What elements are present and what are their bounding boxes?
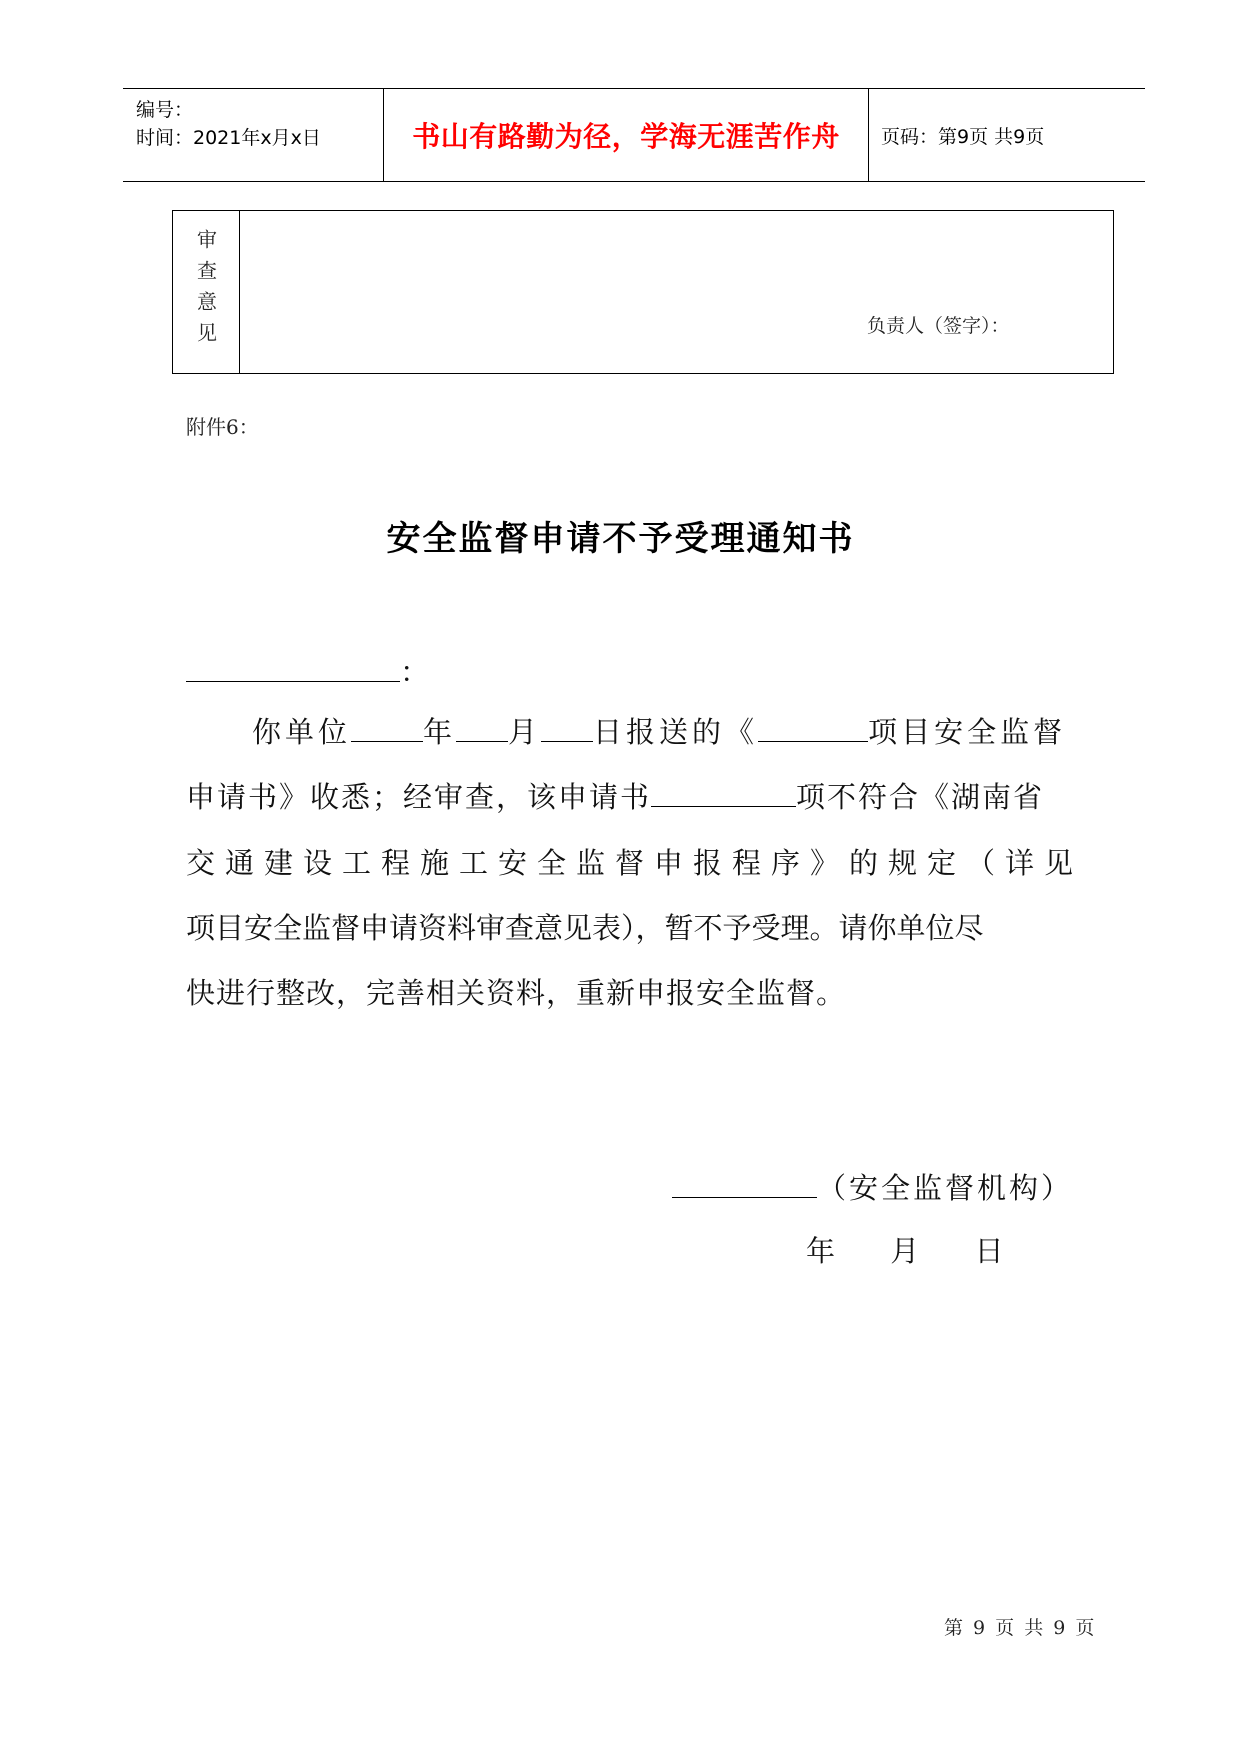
text-year: 年: [423, 715, 457, 749]
text-your-unit: 你单位: [252, 715, 352, 749]
date-line: 时间：2021年x月x日: [136, 127, 321, 149]
org-name-blank: [672, 1167, 817, 1198]
project-name-blank: [758, 711, 868, 742]
review-label: 审查意见: [193, 229, 218, 353]
text-project-supervision: 项目安全监督: [868, 715, 1067, 749]
paragraph-line-1: [252, 710, 1066, 751]
org-label: （安全监督机构）: [817, 1171, 1074, 1205]
header-meta-cell: [123, 89, 384, 181]
text-month: 月: [508, 715, 542, 749]
paragraph-line-4: 项目安全监督申请资料审查意见表），暂不予受理。请你单位尽: [186, 911, 984, 945]
motto-text: 书山有路勤为径，学海无涯苦作舟: [412, 120, 840, 153]
header-motto-cell: [384, 89, 869, 181]
review-opinion-box: [172, 210, 1114, 374]
year-blank: [351, 711, 423, 742]
paragraph-line-2: [186, 775, 1044, 816]
date-fields: 年 月 日: [806, 1234, 1004, 1268]
serial-label: 编号：: [136, 99, 194, 121]
review-label-cell: [173, 211, 240, 373]
text-day-submitted: 日报送的《: [593, 715, 759, 749]
paragraph-line-3: 交通建设工程施工安全监督申报程序》的规定（详见: [186, 846, 1084, 880]
items-count-blank: [651, 776, 796, 807]
addressee-blank: [186, 651, 400, 682]
text-not-conforming: 项不符合《湖南省: [796, 780, 1045, 814]
page-header: [123, 88, 1145, 182]
text-application-received: 申请书》收悉；经审查，该申请书: [186, 780, 652, 814]
page-footer: 第 9 页 共 9 页: [944, 1617, 1095, 1639]
addressee-line: [186, 650, 429, 691]
addressee-colon: ：: [400, 655, 430, 689]
paragraph-line-5: 快进行整改，完善相关资料，重新申报安全监督。: [186, 976, 847, 1010]
header-page-info: 页码：第9页 共9页: [881, 125, 1045, 148]
document-title: 安全监督申请不予受理通知书: [386, 519, 855, 559]
attachment-label: 附件6：: [186, 415, 259, 439]
month-blank: [456, 711, 508, 742]
org-line: [672, 1166, 1073, 1207]
day-blank: [541, 711, 593, 742]
signature-label: 负责人（签字）：: [867, 315, 1010, 337]
